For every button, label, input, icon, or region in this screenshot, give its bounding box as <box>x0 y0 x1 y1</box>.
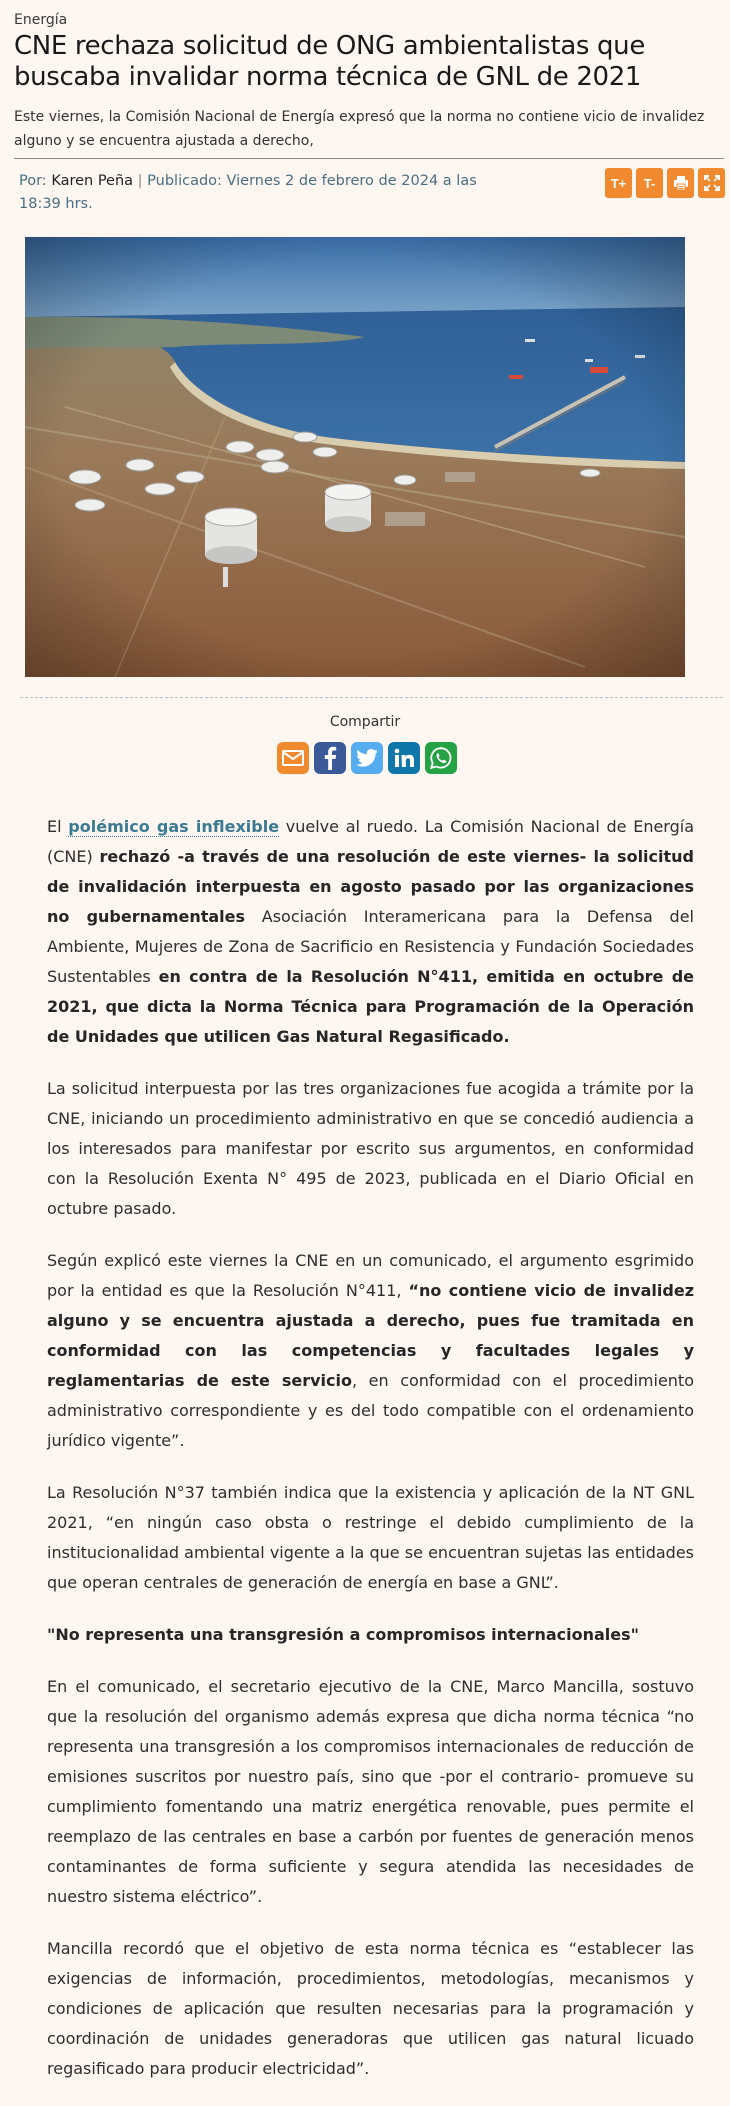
article-body <box>47 812 694 2106</box>
byline-separator: | <box>137 173 143 189</box>
by-label: Por: <box>19 173 47 189</box>
expand-icon <box>704 175 720 191</box>
subheading: "No representa una transgresión a compromisos internacionales" <box>47 1625 639 1644</box>
related-article-link[interactable]: polémico gas inflexible <box>68 817 280 836</box>
paragraph-4: La Resolución N°37 también indica que la existencia y aplicación de la NT GNL 2021, “en ningún caso obsta o restringe el debido cumplimiento de la institucionalidad ambiental vigente a la que se encuentran sujetas las entidades que operan centrales de generación de energía en base a GNL”. <box>47 1483 694 1592</box>
byline <box>19 170 489 216</box>
decrease-font-button[interactable]: T- <box>636 168 663 198</box>
header-divider <box>14 158 724 159</box>
section-label[interactable]: Energía <box>14 12 68 28</box>
lead-summary: Este viernes, la Comisión Nacional de Energía expresó que la norma no contiene vicio de invalidez alguno y se encuentra ajustada a derecho, <box>14 109 705 149</box>
share-whatsapp-button[interactable] <box>425 742 457 774</box>
share-label: Compartir <box>329 714 401 730</box>
twitter-bird-icon <box>356 749 378 767</box>
lng-terminal-photo <box>25 237 685 677</box>
linkedin-icon <box>394 748 414 768</box>
share-linkedin-button[interactable] <box>388 742 420 774</box>
paragraph-2: La solicitud interpuesta por las tres organizaciones fue acogida a trámite por la CNE, iniciando un procedimiento administrativo en que se concedió audiencia a los interesados para manifestar por escrito sus argumentos, en conformidad con la Resolución Exenta N° 495 de 2023, publicada en el Diario Oficial en octubre pasado. <box>47 1079 694 1218</box>
whatsapp-icon <box>429 746 453 770</box>
increase-font-button[interactable]: T+ <box>605 168 632 198</box>
share-email-button[interactable] <box>277 742 309 774</box>
headline: CNE rechaza solicitud de ONG ambientalistas que buscaba invalidar norma técnica de GNL de 2021 <box>14 31 645 92</box>
author-name[interactable]: Karen Peña <box>51 173 134 189</box>
email-icon <box>282 750 304 766</box>
share-twitter-button[interactable] <box>351 742 383 774</box>
facebook-icon <box>323 746 337 770</box>
share-divider <box>20 697 723 698</box>
published-date: Publicado: Viernes 2 de febrero de 2024 a las 18:39 hrs. <box>19 173 477 212</box>
share-buttons <box>277 742 457 774</box>
paragraph-6: Mancilla recordó que el objetivo de esta norma técnica es “establecer las exigencias de información, procedimientos, metodologías, mecanismos y condiciones de aplicación que resulten necesarias para la programación y coordinación de unidades generadoras que utilicen gas natural licuado regasificado para producir electricidad”. <box>47 1939 694 2078</box>
article-tools <box>605 168 725 198</box>
printer-icon <box>673 175 689 191</box>
print-button[interactable] <box>667 168 694 198</box>
share-facebook-button[interactable] <box>314 742 346 774</box>
paragraph-3: Según explicó este viernes la CNE en un comunicado, el argumento esgrimido por la entidad es que la Resolución N°411, “no contiene vicio de invalidez alguno y se encuentra ajustada a derecho, pues fue tramitada en conformidad con las competencias y facultades legales y reglamentarias de este servicio, en conformidad con el procedimiento administrativo correspondiente y es del todo compatible con el ordenamiento jurídico vigente”. <box>47 1251 695 1450</box>
paragraph-5: En el comunicado, el secretario ejecutivo de la CNE, Marco Mancilla, sostuvo que la resolución del organismo además expresa que dicha norma técnica “no representa una transgresión a los compromisos internacionales de reducción de emisiones suscritos por nuestro país, sino que -por el contrario- promueve su cumplimiento fomentando una matriz energética renovable, pues permite el reemplazo de las centrales en base a carbón por fuentes de generación menos contaminantes de forma suficiente y segura atendida las necesidades de nuestro sistema eléctrico”. <box>47 1677 694 1906</box>
paragraph-1: El polémico gas inflexible vuelve al ruedo. La Comisión Nacional de Energía (CNE) rechazó -a través de una resolución de este viernes- la solicitud de invalidación interpuesta en agosto pasado por las organizaciones no gubernamentales Asociación Interamericana para la Defensa del Ambiente, Mujeres de Zona de Sacrificio en Resistencia y Fundación Sociedades Sustentables en contra de la Resolución N°411, emitida en octubre de 2021, que dicta la Norma Técnica para Programación de la Operación de Unidades que utilicen Gas Natural Regasificado. <box>47 817 695 1046</box>
fullscreen-button[interactable] <box>698 168 725 198</box>
